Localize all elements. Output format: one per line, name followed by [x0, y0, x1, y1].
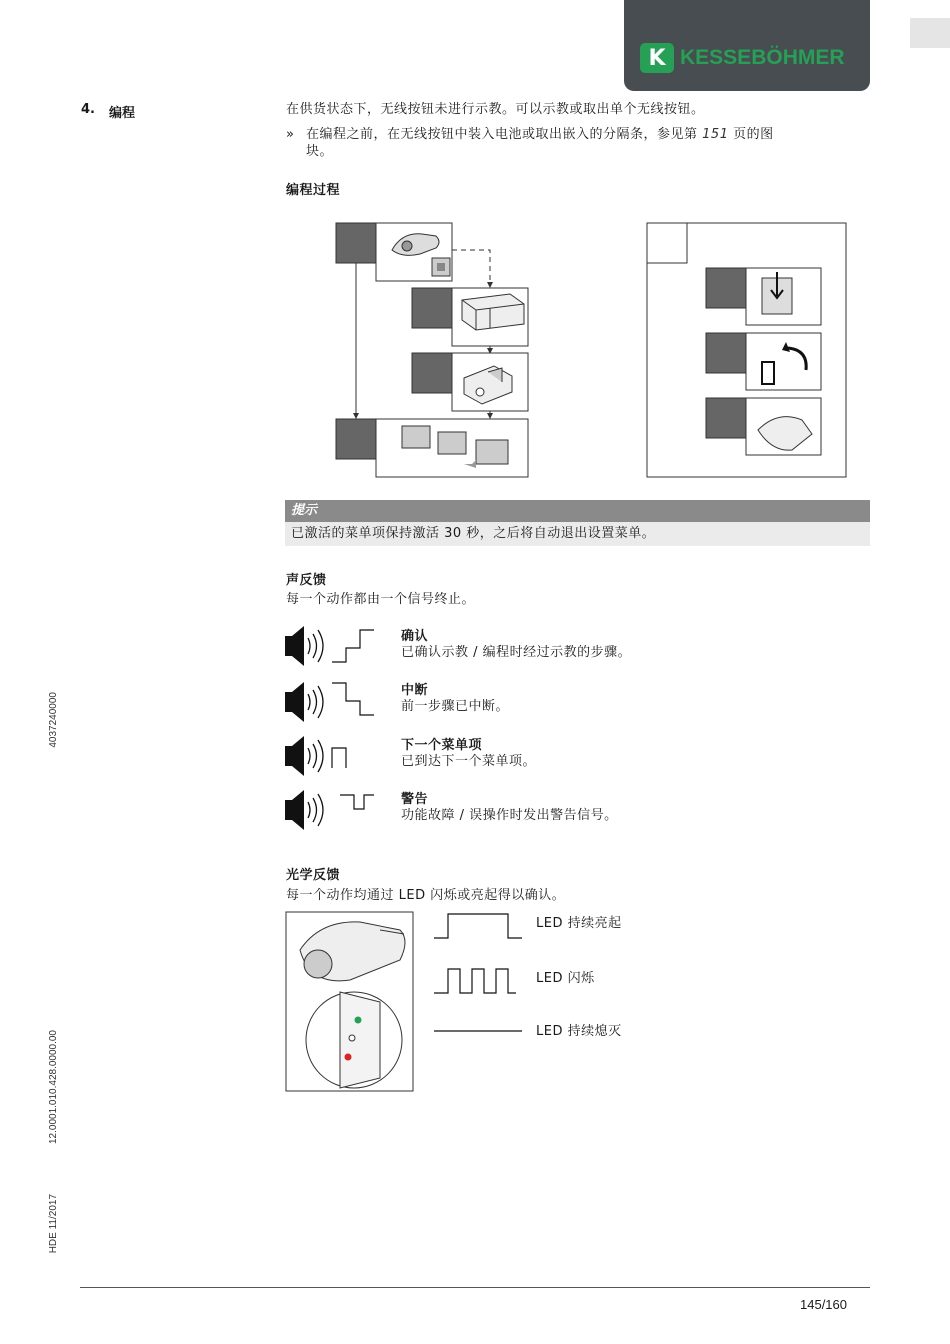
acoustic-item-title: 警告	[401, 792, 429, 807]
optical-intro: 每一个动作均通过 LED 闪烁或亮起得以确认。	[286, 888, 566, 903]
process-title: 编程过程	[286, 183, 341, 198]
led-red-icon	[345, 1054, 352, 1061]
section-number: 4.	[81, 102, 95, 117]
bullet-text-b: 页的图	[733, 127, 774, 142]
led-flash-signal-icon	[434, 969, 516, 993]
intro-text: 在供货状态下，无线按钮未进行示教。可以示教或取出单个无线按钮。	[286, 102, 705, 117]
acoustic-item-desc: 功能故障 / 误操作时发出警告信号。	[401, 808, 618, 823]
logo-mark: K	[640, 43, 674, 73]
led-green-icon	[355, 1017, 362, 1024]
optical-title: 光学反馈	[286, 868, 341, 883]
optical-item-label: LED 持续熄灭	[536, 1024, 622, 1039]
bullet-marker: »	[286, 127, 295, 142]
logo-text: KESSEBÖHMER	[680, 46, 845, 69]
acoustic-item-title: 确认	[401, 629, 429, 644]
page-reference: 151	[702, 127, 729, 142]
acoustic-item-desc: 已到达下一个菜单项。	[401, 754, 537, 769]
optical-item-label: LED 持续亮起	[536, 916, 622, 931]
acoustic-intro: 每一个动作都由一个信号终止。	[286, 592, 476, 607]
note-text: 已激活的菜单项保持激活 30 秒，之后将自动退出设置菜单。	[285, 522, 870, 546]
edition: HDE 11/2017	[48, 1194, 59, 1254]
part-number: 12.0001.010.428.0000.00	[48, 1030, 59, 1144]
page-number: 145/160	[800, 1297, 847, 1312]
acoustic-title: 声反馈	[286, 573, 327, 588]
acoustic-item-desc: 已确认示教 / 编程时经过示教的步骤。	[401, 645, 632, 660]
acoustic-item-title: 下一个菜单项	[401, 738, 483, 753]
optical-item-label: LED 闪烁	[536, 971, 595, 986]
note-header: 提示	[285, 500, 870, 522]
led-on-signal-icon	[434, 914, 522, 938]
footer-rule	[80, 1287, 870, 1288]
led-device-illustration	[286, 912, 413, 1091]
bullet-line-2: 块。	[306, 144, 334, 159]
section-title: 编程	[109, 106, 136, 121]
doc-number: 4037240000	[48, 692, 59, 748]
bullet-text-a: 在编程之前，在无线按钮中装入电池或取出嵌入的分隔条，参见第	[306, 127, 698, 142]
acoustic-item-title: 中断	[401, 683, 429, 698]
acoustic-item-desc: 前一步骤已中断。	[401, 699, 510, 714]
